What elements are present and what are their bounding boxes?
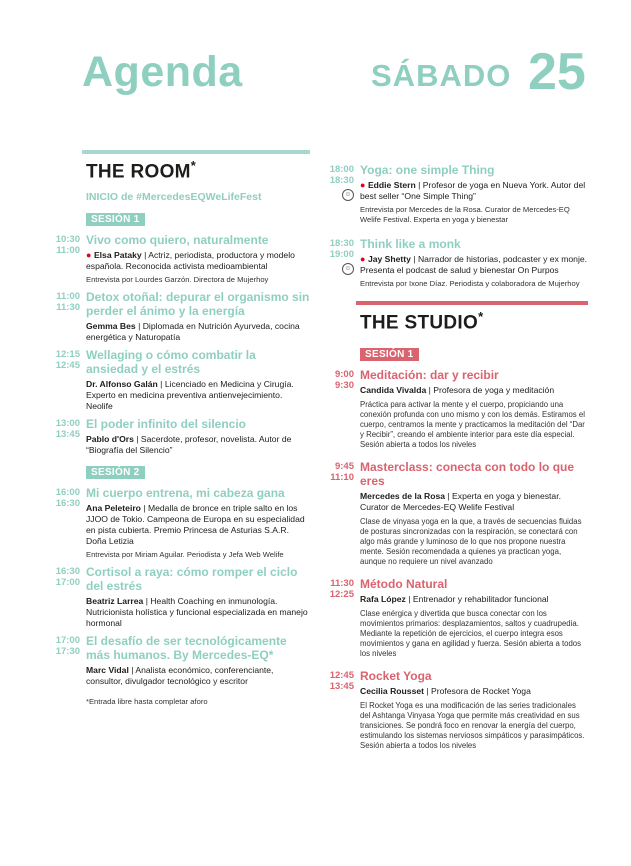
event-speaker	[360, 180, 588, 202]
speaker-name: Cecilia Rousset	[360, 686, 424, 697]
agenda-event	[52, 565, 310, 629]
page-title: Agenda	[82, 48, 243, 96]
event-start-time: 9:00	[334, 369, 354, 381]
event-body	[360, 577, 588, 659]
speaker-separator: |	[426, 385, 434, 396]
event-body	[86, 634, 310, 687]
event-title: Cortisol a raya: cómo romper el ciclo del estrés	[86, 565, 298, 594]
agenda-event	[52, 348, 310, 412]
speaker-separator: |	[133, 434, 141, 445]
event-body	[86, 290, 310, 343]
speaker-description: Medalla de bronce en triple salto en los JJOO de Tokio. Campeona de Europa en su especialidad en pista cubierta. Premio Princesa de Asturias S.A.R. Doña Letizia	[86, 503, 305, 547]
live-dot-icon: ●	[360, 180, 368, 190]
event-end-time: 17:00	[55, 577, 80, 589]
event-body	[360, 669, 588, 751]
studio-title	[360, 309, 588, 334]
event-body	[360, 237, 588, 289]
event-speaker	[360, 686, 588, 697]
speaker-separator: |	[141, 250, 149, 261]
agenda-event	[326, 669, 588, 751]
event-end-time: 17:30	[55, 646, 80, 658]
speaker-description: Profesor de yoga en Nueva York. Autor del best seller “One Simple Thing”	[360, 180, 586, 201]
event-body	[86, 417, 310, 456]
event-end-time: 12:25	[329, 589, 354, 601]
agenda-event	[326, 577, 588, 659]
speaker-name: Marc Vidal	[86, 665, 129, 676]
event-end-time: 13:45	[55, 429, 80, 441]
event-body	[360, 163, 588, 225]
event-title: Wellaging o cómo combatir la ansiedad y el estrés	[86, 348, 256, 377]
event-start-time: 18:30	[329, 238, 354, 249]
agenda-event	[52, 634, 310, 687]
live-dot-icon: ●	[360, 254, 368, 264]
speaker-separator: |	[405, 594, 413, 605]
event-end-time: 16:30	[55, 498, 80, 510]
event-end-time: 11:10	[330, 472, 354, 484]
event-body	[360, 460, 588, 567]
studio-divider	[356, 301, 588, 305]
speaker-description: Experta en yoga y bienestar. Curator de Mercedes-EQ Welife Festival	[360, 491, 561, 513]
day-label: SÁBADO	[371, 58, 512, 93]
speaker-name: Mercedes de la Rosa	[360, 491, 446, 502]
event-speaker	[86, 379, 310, 412]
event-start-time: 11:00	[56, 291, 80, 303]
agenda-event	[52, 233, 310, 285]
event-body	[360, 368, 588, 450]
event-note: Entrevista por Ixone Díaz. Periodista y colaboradora de Mujerhoy	[360, 279, 580, 288]
studio-title-text: THE STUDIO	[360, 312, 479, 334]
event-times	[326, 369, 354, 391]
event-title: Masterclass: conecta con todo lo que eres	[360, 460, 575, 489]
room-title	[86, 158, 310, 183]
event-description: Clase enérgica y divertida que busca conectar con los movimientos primarios: desplazamientos, saltos y cuadrupedia. Mediante la repetición de ejercicios, el cuerpo integra esos movimientos y gana en agilidad y fuerza. Sesión abierta a todos los niveles	[360, 609, 582, 659]
event-times	[326, 461, 354, 483]
speaker-separator: |	[135, 321, 143, 332]
event-end-time: 12:45	[55, 360, 80, 372]
speaker-description: Sacerdote, profesor, novelista. Autor de “Biografía del Silencio”	[86, 434, 292, 456]
agenda-event	[52, 290, 310, 343]
event-title: Meditación: dar y recibir	[360, 368, 499, 383]
speaker-name: Rafa López	[360, 594, 406, 605]
event-end-time: 19:00	[329, 249, 354, 260]
the-room-column	[52, 150, 310, 706]
event-times	[52, 418, 80, 440]
room-divider	[82, 150, 310, 154]
event-body	[86, 486, 310, 560]
agenda-event	[326, 368, 588, 450]
speaker-description: Profesora de Rocket Yoga	[431, 686, 531, 697]
event-end-time: 11:00	[56, 245, 80, 257]
speaker-icon: ☺	[342, 189, 354, 201]
speaker-name: Pablo d'Ors	[86, 434, 134, 445]
event-speaker	[86, 321, 310, 343]
event-times	[52, 349, 80, 371]
event-start-time: 12:45	[329, 670, 354, 682]
event-speaker	[360, 491, 588, 513]
speaker-description: Actriz, periodista, productora y modelo española. Reconocida activista medioambiental	[86, 250, 295, 272]
event-speaker	[360, 254, 588, 276]
event-body	[86, 565, 310, 629]
speaker-separator: |	[157, 379, 165, 390]
event-times	[52, 635, 80, 657]
live-dot-icon: ●	[86, 250, 94, 261]
day-number: 25	[528, 43, 586, 101]
event-end-time: 11:30	[56, 302, 80, 314]
event-start-time: 17:00	[55, 635, 80, 647]
event-title: Detox otoñal: depurar el organismo sin perder el ánimo y la energía	[86, 290, 310, 319]
speaker-name: Eddie Stern	[367, 180, 416, 190]
speaker-separator: |	[143, 596, 151, 607]
speaker-separator: |	[445, 491, 453, 502]
agenda-event	[52, 417, 310, 456]
session-badge: SESIÓN 2	[86, 466, 145, 479]
event-end-time: 9:30	[334, 380, 354, 392]
event-times	[326, 670, 354, 692]
event-title: El poder infinito del silencio	[86, 417, 247, 432]
event-description: Práctica para activar la mente y el cuerpo, propiciando una conexión profunda con uno mismo y con los demás. Estiramos el cuerpo, centramos la mente y practicamos la meditación del “Dar y Recibir”, creando el ambiente interior para este día especial. Sesión abierta a todos los niveles	[360, 400, 585, 450]
event-times	[52, 566, 80, 588]
event-start-time: 18:00	[329, 164, 354, 175]
event-speaker	[86, 503, 310, 547]
agenda-event	[326, 163, 588, 225]
event-start-time: 11:30	[330, 578, 354, 590]
speaker-description: Profesora de yoga y meditación	[433, 385, 555, 396]
event-times	[326, 578, 354, 600]
speaker-description: Licenciado en Medicina y Cirugía. Experto en medicina preventiva antienvejecimiento. Neolife	[86, 379, 294, 412]
speaker-separator: |	[140, 503, 148, 514]
speaker-icon: ☺	[342, 263, 354, 275]
event-title: Mi cuerpo entrena, mi cabeza gana	[86, 486, 285, 501]
event-times	[52, 487, 80, 509]
agenda-event	[52, 486, 310, 560]
room-sessions	[52, 203, 310, 687]
event-note: Entrevista por Lourdes Garzón. Directora de Mujerhoy	[86, 275, 269, 285]
event-times	[52, 291, 80, 313]
event-times	[52, 234, 80, 256]
room-title-text: THE ROOM	[86, 161, 191, 183]
event-body	[86, 348, 310, 412]
session-badge: SESIÓN 1	[86, 213, 145, 226]
event-speaker	[360, 385, 588, 396]
agenda-event	[326, 460, 588, 567]
event-start-time: 12:15	[55, 349, 80, 361]
event-end-time: 18:30	[329, 175, 354, 186]
speaker-description: Narrador de historias, podcaster y ex monje. Presenta el podcast de salud y bienestar On Purpos	[360, 254, 588, 275]
speaker-separator: |	[424, 686, 432, 697]
event-start-time: 16:00	[55, 487, 80, 499]
event-title: Think like a monk	[360, 237, 461, 251]
room-title-mark: *	[190, 158, 197, 173]
event-title: Vivo como quiero, naturalmente	[86, 233, 269, 248]
speaker-description: Analista económico, conferenciante, consultor, divulgador tecnológico y escritor	[86, 665, 274, 687]
event-end-time: 13:45	[329, 681, 354, 693]
studio-events	[326, 368, 588, 751]
event-note: Entrevista por Mercedes de la Rosa. Curator de Mercedes-EQ Welife Festival. Experta en yoga y bienestar	[360, 205, 570, 224]
event-start-time: 13:00	[55, 418, 80, 430]
speaker-description: Diplomada en Nutrición Ayurveda, cocina energética y Naturopatía	[86, 321, 300, 343]
event-description: El Rocket Yoga es una modificación de las series tradicionales del Ashtanga Vinyasa Yoga que permite más creatividad en sus transiciones. Se pondrá foco en renovar la energía del cuerpo, estimulando los sistemas nerviosos simpáticos y parasimpáticos. Sesión abierta a todos los niveles	[360, 701, 585, 751]
speaker-name: Ana Peleteiro	[86, 503, 141, 514]
event-start-time: 9:45	[334, 461, 354, 473]
speaker-name: Beatriz Larrea	[86, 596, 144, 607]
speaker-name: Elsa Pataky	[93, 250, 142, 261]
event-title: Rocket Yoga	[360, 669, 432, 684]
event-times	[326, 164, 354, 186]
speaker-separator: |	[410, 254, 418, 264]
event-title: El desafío de ser tecnológicamente más humanos. By Mercedes-EQ*	[86, 634, 287, 663]
event-start-time: 10:30	[55, 234, 80, 246]
event-speaker	[86, 434, 310, 456]
event-description: Clase de vinyasa yoga en la que, a través de secuencias fluidas de posturas sincronizadas con la respiración, se conectará con algo más grande y luminoso de lo que nos propone nuestra mente. Sesión recomendada a quienes ya practican yoga, aunque no requiere un nivel avanzado	[360, 517, 582, 567]
studio-title-mark: *	[478, 309, 484, 324]
event-times	[326, 238, 354, 260]
footnote: *Entrada libre hasta completar aforo	[86, 697, 208, 707]
event-body	[86, 233, 310, 285]
event-note: Entrevista por Miriam Aguilar. Periodista y Jefa Web Welife	[86, 550, 284, 560]
right-column	[326, 158, 588, 751]
event-speaker	[360, 594, 588, 605]
speaker-name: Jay Shetty	[367, 254, 411, 264]
room-evening-events	[326, 163, 588, 289]
speaker-name: Candida Vivalda	[360, 385, 427, 396]
speaker-separator: |	[128, 665, 136, 676]
speaker-description: Health Coaching en inmunología. Nutricionista holística y funcional especializada en manejo hormonal	[86, 596, 308, 629]
speaker-name: Gemma Bes	[86, 321, 136, 332]
speaker-separator: |	[415, 180, 423, 190]
speaker-name: Dr. Alfonso Galán	[86, 379, 158, 390]
event-speaker	[86, 596, 310, 629]
event-title: Método Natural	[360, 577, 448, 592]
event-speaker	[86, 665, 310, 687]
event-speaker	[86, 250, 310, 272]
agenda-event	[326, 237, 588, 289]
event-title: Yoga: one simple Thing	[360, 163, 495, 177]
studio-session-badge: SESIÓN 1	[360, 348, 419, 361]
speaker-description: Entrenador y rehabilitador funcional	[412, 594, 549, 605]
event-start-time: 16:30	[55, 566, 80, 578]
inicio-hashtag: INICIO de #MercedesEQWeLifeFest	[86, 191, 262, 204]
